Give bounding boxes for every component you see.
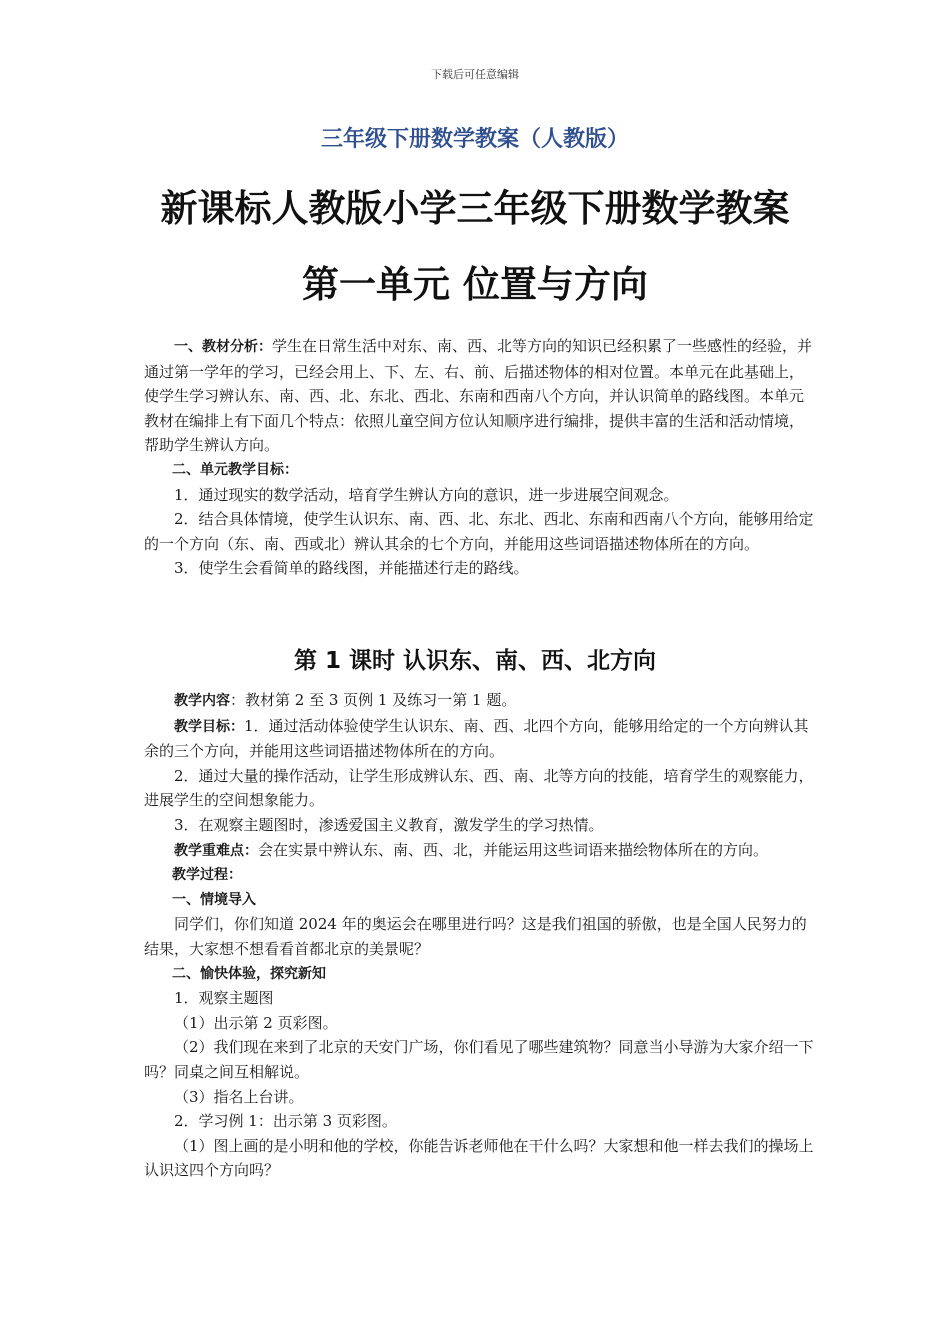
step-2-item-1a: （1）出示第 2 页彩图。: [174, 1013, 338, 1032]
lesson-section: [144, 688, 814, 1183]
goals-label: 二、单元教学目标：: [172, 461, 298, 478]
content-paragraph: [144, 688, 814, 714]
goal-3: 3．使学生会看简单的路线图，并能描述行走的路线。: [174, 559, 529, 578]
unit-section: [144, 334, 814, 581]
step-1-text: 同学们，你们知道 2024 年的奥运会在哪里进行吗？这是我们祖国的骄傲，也是全国人民努力的结果，大家想不想看看首都北京的美景呢？: [144, 915, 807, 958]
header-note: 下载后可任意编辑: [431, 68, 519, 81]
keypoints-paragraph: [144, 838, 814, 864]
analysis-text: 学生在日常生活中对东、南、西、北等方向的知识已经积累了一些感性的经验，并通过第一学年的学习，已经会用上、下、左、右、前、后描述物体的相对位置。本单元在此基础上，使学生学习辨认东、南、西、北、东北、西北、东南和西南八个方向，并认识简单的路线图。本单元教材在编排上有下面几个特点：依照儿童空间方位认知顺序进行编排，提供丰富的生活和活动情境，帮助学生辨认方向。: [144, 337, 813, 455]
unit-title: 第一单元 位置与方向: [302, 263, 648, 306]
objectives-label: 教学目标：: [174, 718, 244, 735]
analysis-label: 一、教材分析：: [174, 339, 272, 355]
goal-2: 2．结合具体情境，使学生认识东、南、西、北、东北、西北、东南和西南八个方向，能够用给定的一个方向（东、南、西或北）辨认其余的七个方向，并能用这些词语描述物体所在的方向。: [144, 510, 814, 553]
lesson-title: 第 1 课时 认识东、南、西、北方向: [293, 648, 657, 674]
goal-1: 1．通过现实的数学活动，培育学生辨认方向的意识，进一步进展空间观念。: [174, 485, 679, 504]
step-2-label: 二、愉快体验，探究新知: [172, 965, 326, 982]
main-title: 新课标人教版小学三年级下册数学教案: [160, 187, 790, 230]
process-label: 教学过程：: [172, 867, 242, 884]
objective-1-paragraph: [144, 714, 814, 764]
objective-1: 1．通过活动体验使学生认识东、南、西、北四个方向，能够用给定的一个方向辨认其余的三个方向，并能用这些词语描述物体所在的方向。: [144, 716, 809, 761]
keypoints-text: 会在实景中辨认东、南、西、北，并能运用这些词语来描绘物体所在的方向。: [258, 840, 769, 859]
step-2-item-2: 2．学习例 1：出示第 3 页彩图。: [174, 1112, 397, 1131]
step-1-label: 一、情境导入: [172, 891, 256, 908]
analysis-paragraph: [144, 334, 814, 458]
series-title: 三年级下册数学教案（人教版）: [320, 127, 629, 152]
keypoints-label: 教学重难点：: [174, 842, 258, 859]
step-2-item-1b: （2）我们现在来到了北京的天安门广场，你们看见了哪些建筑物？同意当小导游为大家介绍一下吗？同桌之间互相解说。: [144, 1038, 814, 1081]
objective-3: 3．在观察主题图时，渗透爱国主义教育，激发学生的学习热情。: [174, 815, 604, 834]
step-2-item-2a: （1）图上画的是小明和他的学校，你能告诉老师他在干什么吗？大家想和他一样去我们的操场上认识这四个方向吗？: [144, 1136, 814, 1180]
content-text: ：教材第 2 至 3 页例 1 及练习一第 1 题。: [230, 691, 517, 709]
step-2-item-1c: （3）指名上台讲。: [174, 1087, 304, 1106]
content-label: 教学内容: [174, 693, 230, 709]
step-2-item-1: 1．观察主题图: [174, 989, 274, 1008]
objective-2: 2．通过大量的操作活动，让学生形成辨认东、西、南、北等方向的技能，培育学生的观察能力，进展学生的空间想象能力。: [144, 766, 814, 810]
